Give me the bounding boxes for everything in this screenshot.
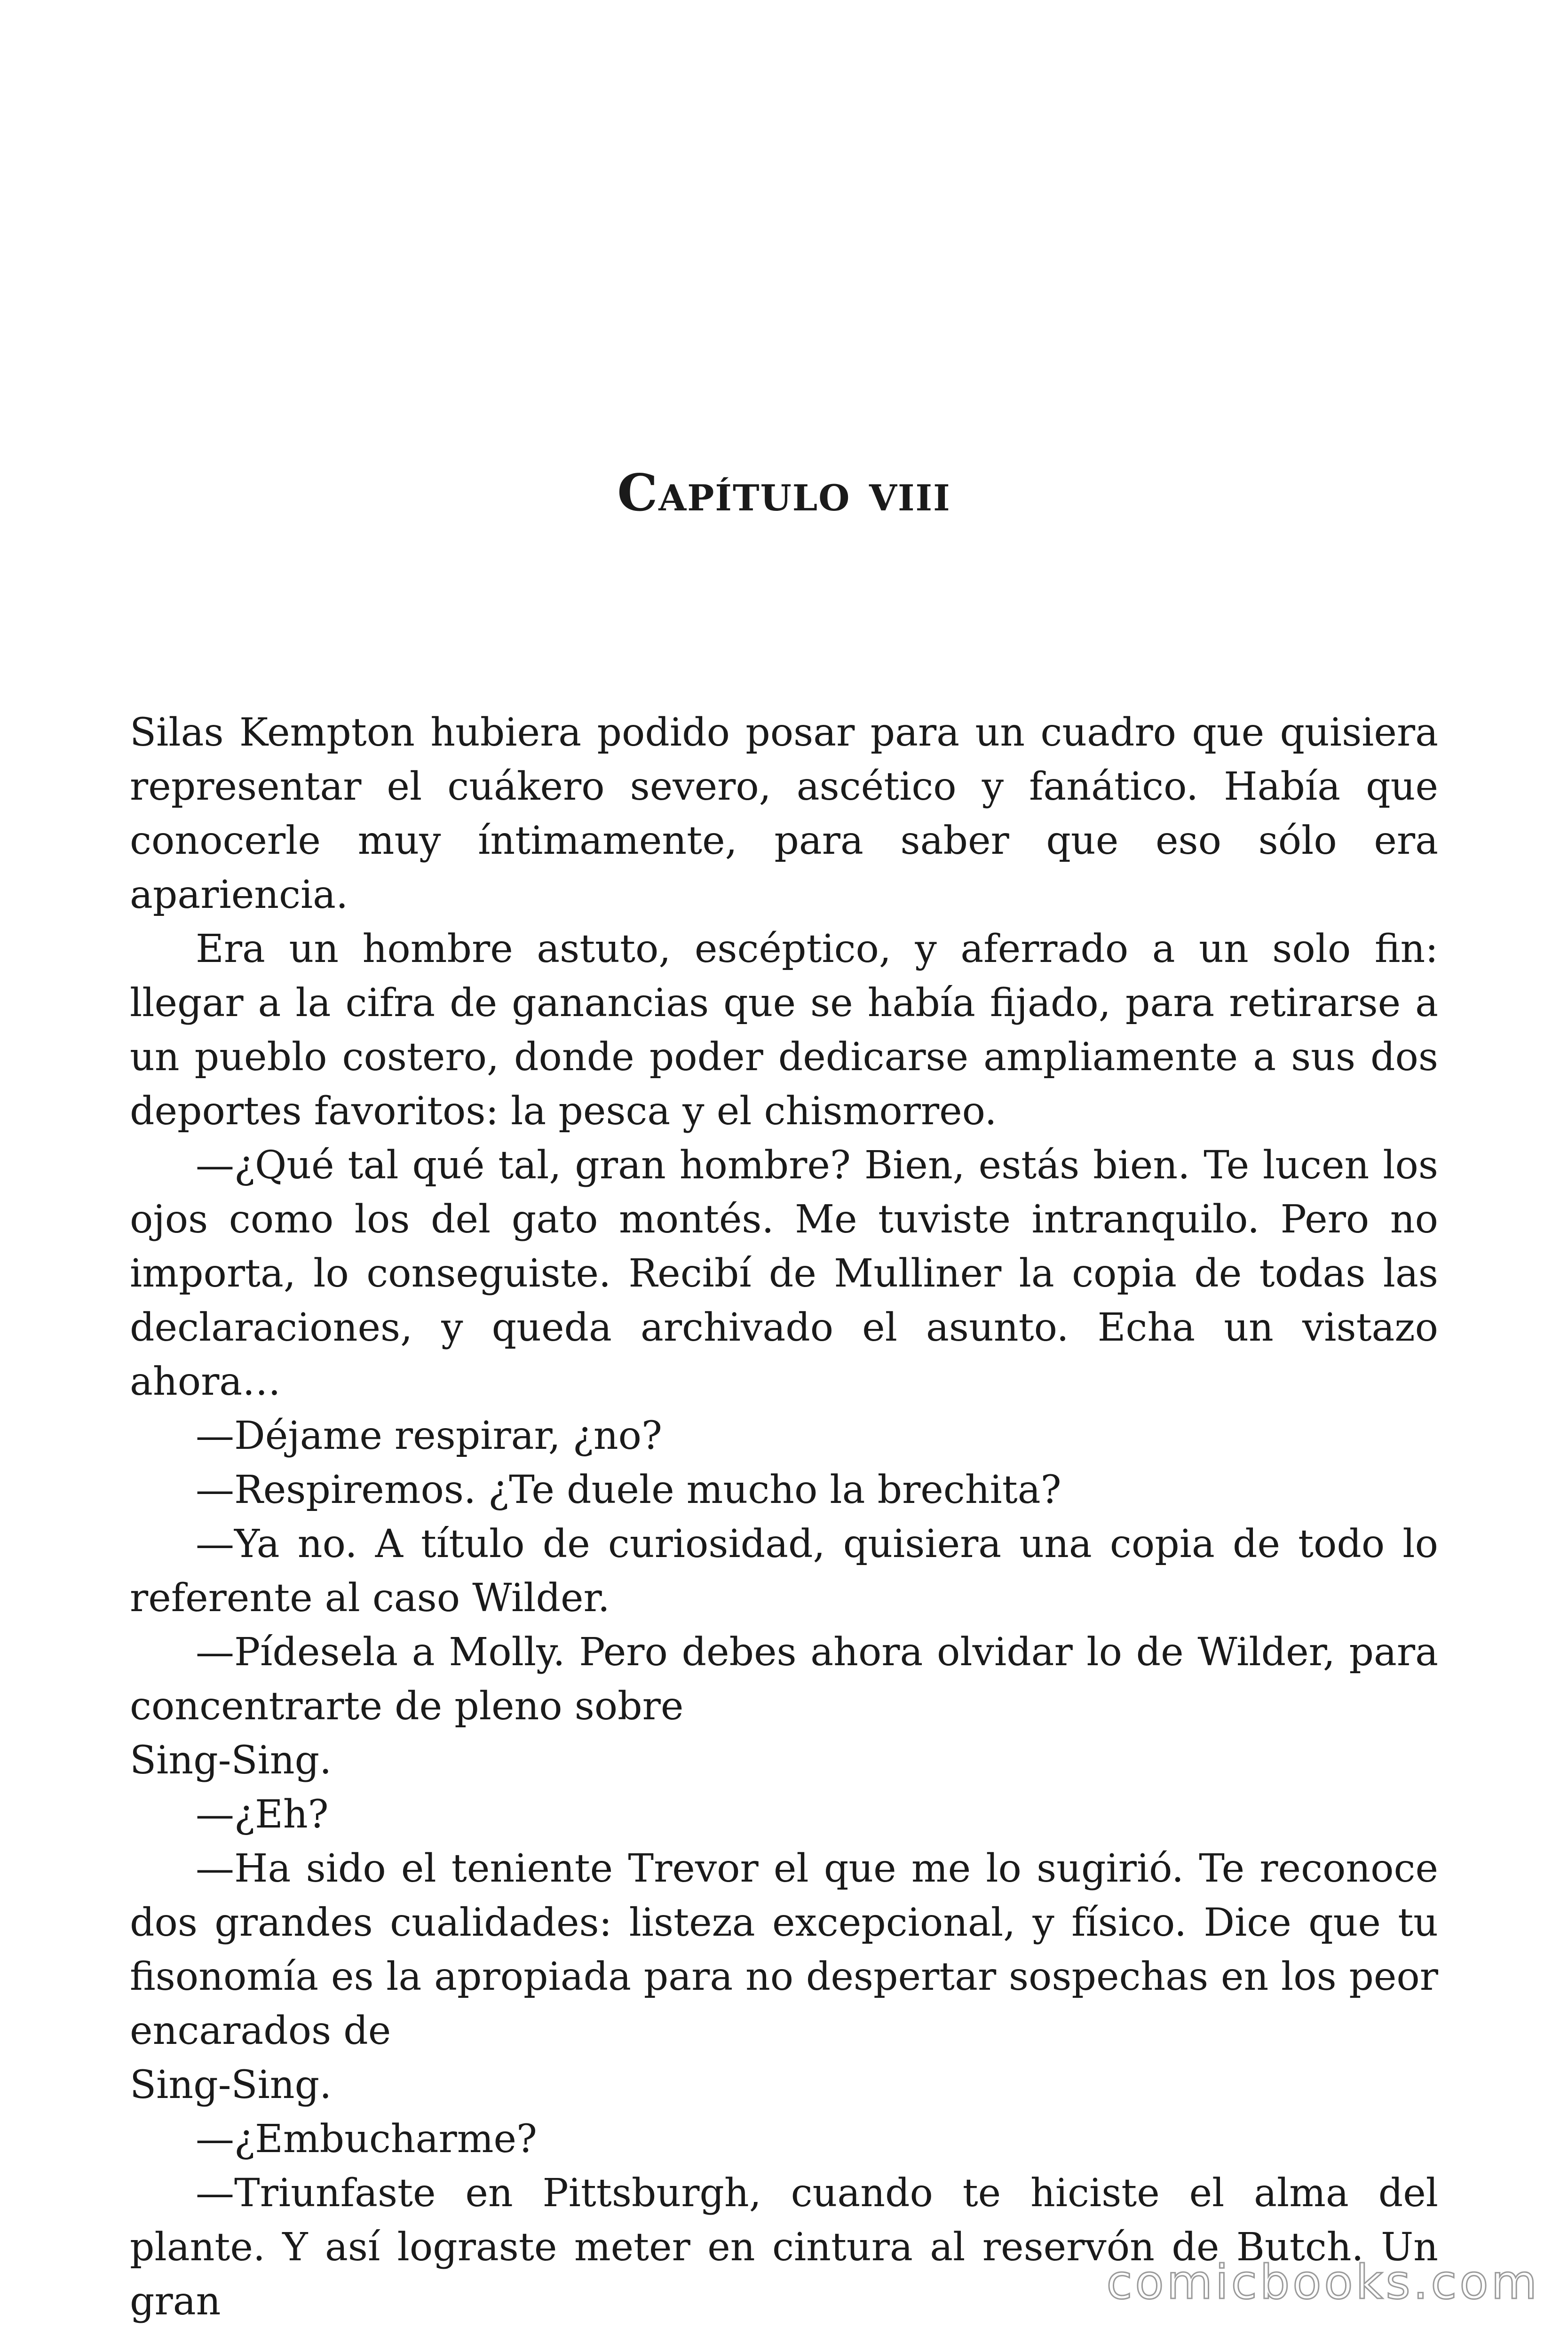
paragraph-6: —Ya no. A título de curiosidad, quisiera una copia de todo lo referente al caso Wilder. (130, 1522, 1438, 1621)
chapter-title-text: Capítulo viii (617, 463, 951, 523)
chapter-title (0, 463, 1568, 523)
paragraph-12: —¿Embucharme? (196, 2117, 537, 2161)
paragraph-8: Sing-Sing. (130, 1738, 332, 1783)
paragraph-5: —Respiremos. ¿Te duele mucho la brechita? (196, 1468, 1061, 1512)
paragraph-3: —¿Qué tal qué tal, gran hombre? Bien, estás bien. Te lucen los ojos como los del gato montés. Me tuviste intranquilo. Pero no importa, lo conseguiste. Recibí de Mulliner la copia de todas las declaraciones, y queda archivado el asunto. Echa un vistazo ahora… (130, 1143, 1438, 1404)
paragraph-13: —Triunfaste en Pittsburgh, cuando te hiciste el alma del plante. Y así lograste meter en cintura al reservón de Butch. Un gran (130, 2171, 1438, 2324)
paragraph-11: Sing-Sing. (130, 2063, 332, 2107)
paragraph-4: —Déjame respirar, ¿no? (196, 1414, 662, 1458)
chapter-body (130, 706, 1438, 2328)
paragraph-1: Silas Kempton hubiera podido posar para un cuadro que quisiera representar el cuákero severo, ascético y fanático. Había que conocerle muy íntimamente, para saber que eso sólo era apariencia. (130, 710, 1438, 917)
paragraph-10: —Ha sido el teniente Trevor el que me lo sugirió. Te reconoce dos grandes cualidades: listeza excepcional, y físico. Dice que tu fisonomía es la apropiada para no despertar sospechas en los peor encarados de (130, 1846, 1438, 2053)
paragraph-7: —Pídesela a Molly. Pero debes ahora olvidar lo de Wilder, para concentrarte de pleno sobre (130, 1630, 1438, 1729)
paragraph-9: —¿Eh? (196, 1792, 329, 1837)
watermark-logo: comicbooks.com (1106, 2255, 1540, 2310)
paragraph-2: Era un hombre astuto, escéptico, y aferrado a un solo fin: llegar a la cifra de ganancias que se había fijado, para retirarse a un pueblo costero, donde poder dedicarse ampliamente a sus dos deportes favoritos: la pesca y el chismorreo. (130, 927, 1438, 1134)
